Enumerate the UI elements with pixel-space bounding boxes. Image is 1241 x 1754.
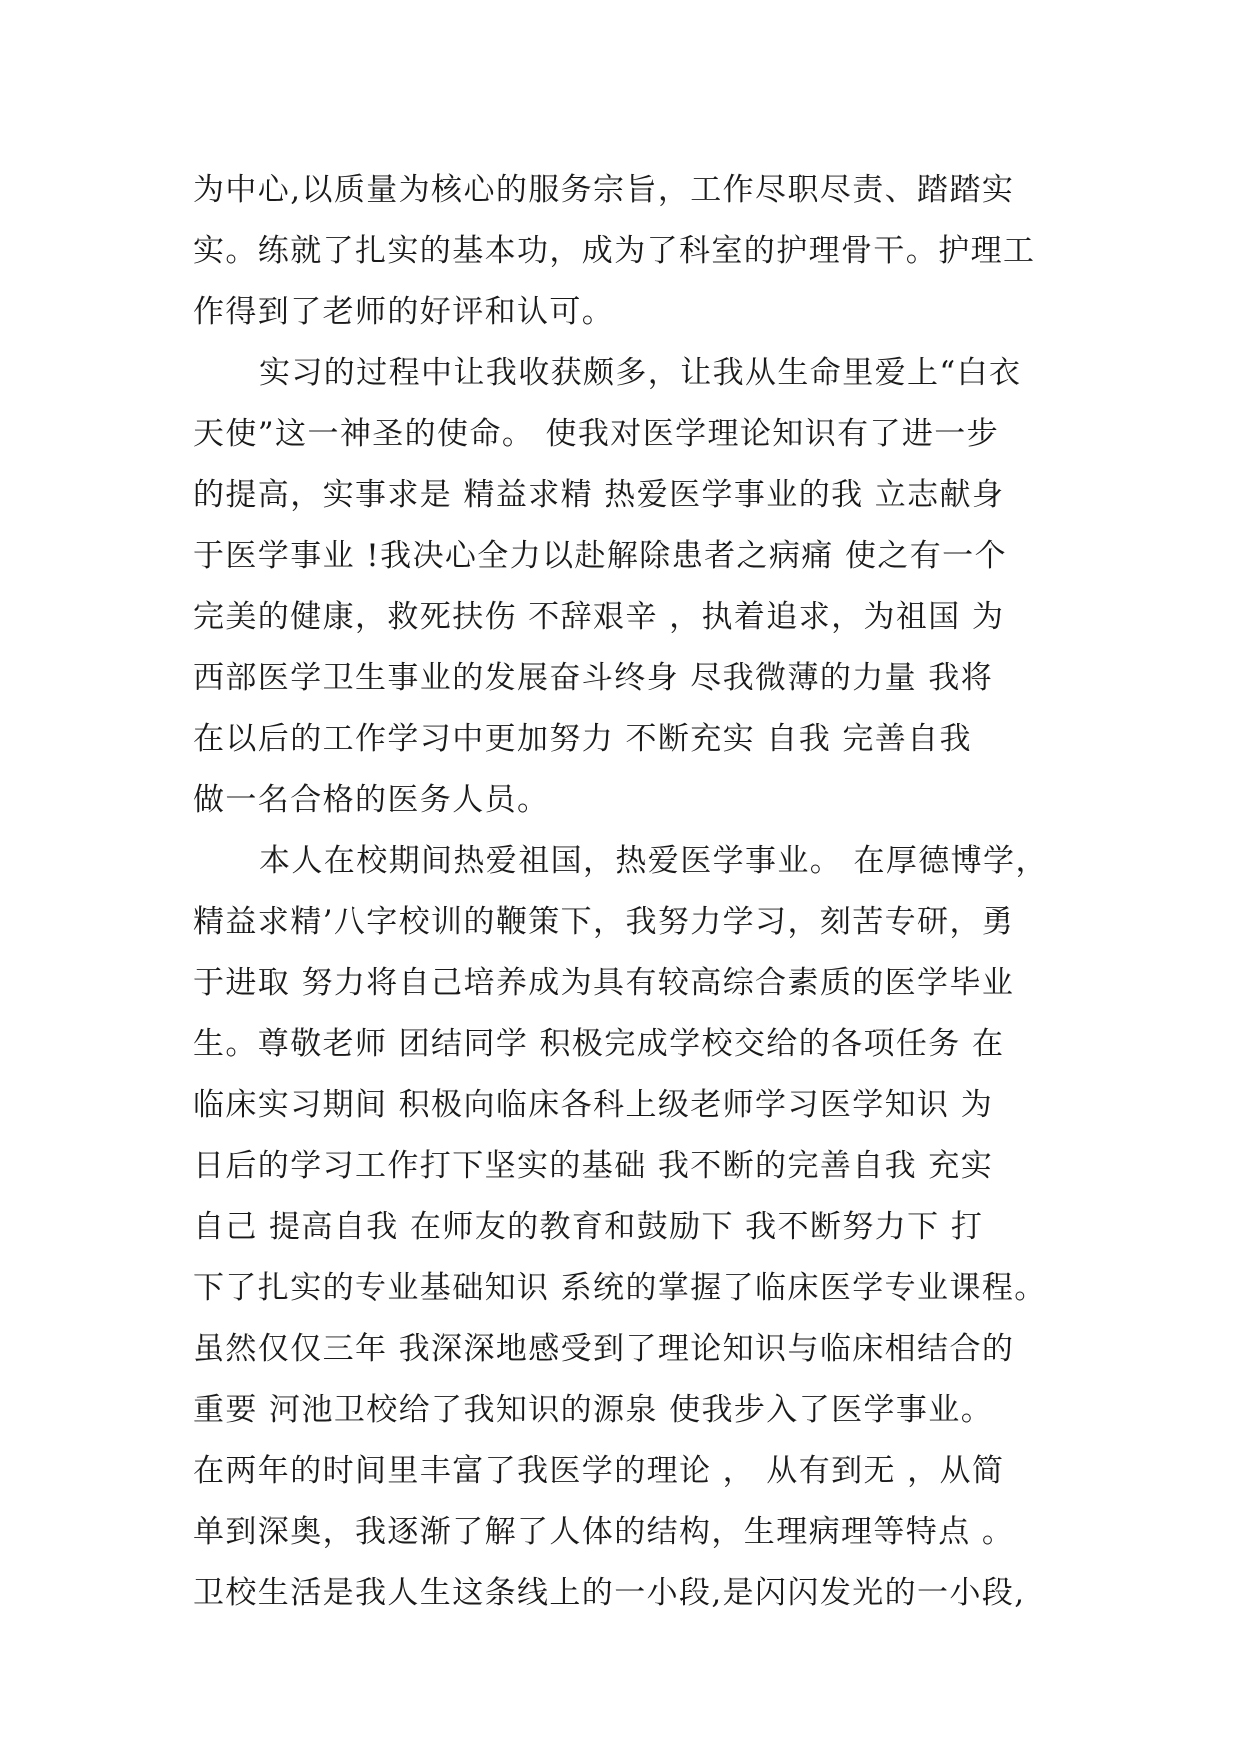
text-line: 在两年的时间里丰富了我医学的理论 ， 从有到无 ，从简 — [193, 1453, 1005, 1489]
text-line: 本人在校期间热爱祖国，热爱医学事业。 在厚德博学， — [259, 843, 1048, 879]
paragraph — [193, 831, 1055, 1624]
paragraph — [193, 343, 1055, 831]
text-line: 实习的过程中让我收获颇多，让我从生命里爱上“白衣 — [259, 355, 1022, 391]
text-line: 重要 河池卫校给了我知识的源泉 使我步入了医学事业。 — [193, 1392, 994, 1428]
text-line: 的提高，实事求是 精益求精 热爱医学事业的我 立志献身 — [193, 477, 1005, 513]
text-line: 单到深奥，我逐渐了解了人体的结构，生理病理等特点 。 — [193, 1514, 1015, 1550]
paragraph — [193, 160, 1055, 343]
text-line: 西部医学卫生事业的发展奋斗终身 尽我微薄的力量 我将 — [193, 660, 994, 696]
text-line: 于进取 努力将自己培养成为具有较高综合素质的医学毕业 — [193, 965, 1015, 1001]
text-line: 卫校生活是我人生这条线上的一小段,是闪闪发光的一小段, — [193, 1575, 1026, 1611]
document-body — [193, 160, 1055, 1624]
text-line: 天使”这一神圣的使命。 使我对医学理论知识有了进一步 — [193, 416, 1000, 452]
text-line: 为中心,以质量为核心的服务宗旨，工作尽职尽责、踏踏实 — [193, 172, 1015, 208]
text-line: 作得到了老师的好评和认可。 — [193, 294, 615, 330]
text-line: 自己 提高自我 在师友的教育和鼓励下 我不断努力下 打 — [193, 1209, 984, 1245]
text-line: 日后的学习工作打下坚实的基础 我不断的完善自我 充实 — [193, 1148, 994, 1184]
text-line: 下了扎实的专业基础知识 系统的掌握了临床医学专业课程。 — [193, 1270, 1047, 1306]
text-line: 做一名合格的医务人员。 — [193, 782, 550, 818]
text-line: 精益求精’八字校训的鞭策下，我努力学习，刻苦专研，勇 — [193, 904, 1015, 940]
text-line: 实。练就了扎实的基本功，成为了科室的护理骨干。护理工 — [193, 233, 1036, 269]
text-line: 虽然仅仅三年 我深深地感受到了理论知识与临床相结合的 — [193, 1331, 1015, 1367]
text-line: 临床实习期间 积极向临床各科上级老师学习医学知识 为 — [193, 1087, 994, 1123]
text-line: 生。尊敬老师 团结同学 积极完成学校交给的各项任务 在 — [193, 1026, 1005, 1062]
text-line: 于医学事业 !我决心全力以赴解除患者之病痛 使之有一个 — [193, 538, 1007, 574]
text-line: 在以后的工作学习中更加努力 不断充实 自我 完善自我 — [193, 721, 972, 757]
text-line: 完美的健康，救死扶伤 不辞艰辛 ，执着追求，为祖国 为 — [193, 599, 1005, 635]
